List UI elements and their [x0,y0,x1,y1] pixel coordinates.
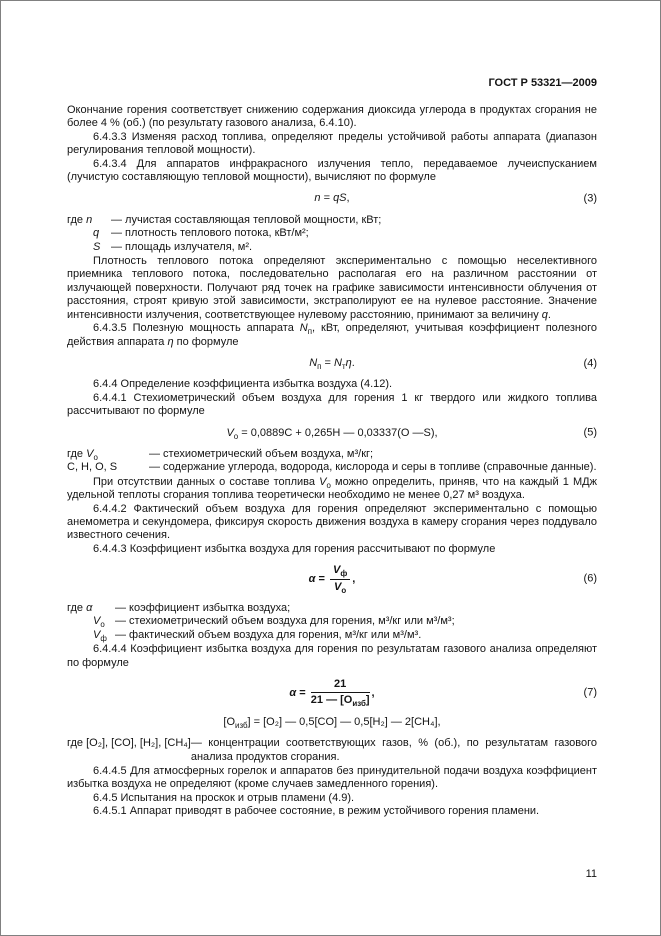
equation-number-3: (3) [583,192,597,205]
paragraph-continuation: Окончание горения соответствует снижению содержания диоксида углерода в продуктах сгорания не более 4 % (об.) (по результату газового анализа, 6.4.10). [67,104,597,130]
formula-7 [289,678,374,708]
paragraph-6443: 6.4.4.3 Коэффициент избытка воздуха для горения рассчитывают по формуле [93,542,496,555]
formula-7-fraction [311,678,370,708]
paragraph-6445: 6.4.4.5 Для атмосферных горелок и аппаратов без принудительной подачи воздуха коэффициент избытка воздуха не определяют (кроме случаев замедленного горения). [67,765,597,791]
formula-7-rhs: , [371,686,375,699]
definition-row [67,461,597,474]
equation-number-6: (6) [583,572,597,585]
fraction-numerator: 21 [311,678,370,693]
oxygen-equation: $[О_{изб}] = [O_2]$ — 0,5[CO] — 0,5[H₂] — 2[CH₄], [223,715,441,731]
definition-text: — коэффициент избытка воздуха; [115,602,291,614]
definition-text: — стехиометрический объем воздуха, м³/кг; [149,447,374,460]
formula-6-fraction [330,564,350,594]
formula-6-row [67,564,597,594]
equation-number-5: (5) [583,426,597,439]
formula-6 [309,564,356,594]
definition-row [67,214,597,227]
paragraph-no-fuel-data: При отсутствии данных о составе топлива $V_о$ можно определить, приняв, что на каждый 1 МДж удельной теплоты сгорания топлива теоретически необходимо не менее 0,27 м³ воздуха. [67,475,597,502]
paragraph-heat-flux: Плотность теплового потока определяют экспериментально с помощью неселективного приемника теплового потока, последовательно располагая его на различном расстоянии от излучающей поверхности. Получают ряд точек на графике зависимости интенсивности облучения от расстояния, строят кривую этой зависимости, экстраполируют ее на нулевое расстояние. Значение интенсивности излучения, соответствующее нулевому расстоянию, принимают за величину q. [67,255,597,321]
definition-list-5 [67,448,597,475]
paragraph-645: 6.4.5 Испытания на проскок и отрыв пламени (4.9). [93,791,355,804]
definition-term: где α [67,602,93,614]
definition-term: $V_о$ [93,615,105,630]
paragraph-6441: 6.4.4.1 Стехиометрический объем воздуха для горения 1 кг твердого или жидкого топлива рассчитывают по формуле [67,391,597,418]
definition-term: где n [67,213,93,226]
formula-5: $V_о = 0,0889С + 0,265Н$ — 0,03337(О —S), [226,426,438,441]
definition-text: — площадь излучателя, м². [111,240,253,253]
formula-3: n = qS, [314,192,350,205]
definition-term: S [93,240,101,253]
definition-list-3 [67,214,597,254]
definition-text: — фактический объем воздуха для горения, м³/кг или м³/м³. [115,628,422,641]
paragraph-6434: 6.4.3.4 Для аппаратов инфракрасного излучения тепло, передаваемое лучеиспусканием (лучистую составляющую тепловой мощности), вычисляют по формуле [67,157,597,184]
paragraph-6435: 6.4.3.5 Полезную мощность аппарата $N_п$, кВт, определяют, учитывая коэффициент полезного действия аппарата η по формуле [67,322,597,348]
equation-number-4: (4) [583,356,597,369]
definition-list-gases [67,737,597,764]
page-number: 11 [585,868,597,880]
definition-row [67,615,597,628]
document-number: ГОСТ Р 53321—2009 [488,77,597,89]
definition-term: $V_ф$ [93,628,107,643]
paragraph-6442: 6.4.4.2 Фактический объем воздуха для горения определяют экспериментально с помощью анемометра и секундомера, фиксируя скорость движения воздуха в камеру сгорания через поддувало известного сечения. [67,502,597,542]
definition-row [67,448,597,461]
definition-row [67,227,597,240]
paragraph-6451: 6.4.5.1 Аппарат приводят в рабочее состояние, в режим устойчивого горения пламени. [93,805,540,818]
formula-6-lhs: α = [308,573,329,585]
equation-number-7: (7) [583,686,597,699]
definition-term: где $V_о$ [67,447,98,463]
definition-text: — плотность теплового потока, кВт/м²; [111,227,309,240]
definition-term: q [93,227,100,240]
fraction-numerator: $V_ф$ [330,564,350,579]
fraction-denominator: 21 — $[О_{изб}]$ [310,694,370,709]
formula-7-row [67,678,597,708]
oxygen-equation-row [67,716,597,729]
formula-6-rhs: , [352,573,356,585]
document-body [67,104,597,819]
definition-row [67,737,597,764]
page-header [67,77,597,90]
definition-term: С, Н, О, S [67,461,118,474]
formula-4: $N_п = N_т\eta$. [309,356,355,372]
definition-text: — стехиометрический объем воздуха для горения, м³/кг или м³/м³; [115,615,455,628]
paragraph-644: 6.4.4 Определение коэффициента избытка воздуха (4.12). [93,378,393,391]
paragraph-6444: 6.4.4.4 Коэффициент избытка воздуха для горения по результатам газового анализа определяют по формуле [67,643,597,669]
page-footer [67,868,597,881]
definition-text: — содержание углерода, водорода, кислорода и серы в топливе (справочные данные). [149,461,597,474]
formula-5-row [67,427,597,440]
formula-3-row [67,192,597,205]
formula-7-lhs: α = [289,686,309,699]
definition-row [67,241,597,254]
definition-row [67,629,597,642]
definition-text: — лучистая составляющая тепловой мощности, кВт; [111,213,382,226]
paragraph-6433: 6.4.3.3 Изменяя расход топлива, определяют пределы устойчивой работы аппарата (диапазон регулирования тепловой мощности). [67,130,597,157]
definition-text: — концентрации соответствующих газов, % (об.), по результатам газового анализа продуктов сгорания. [190,737,597,763]
formula-4-row [67,357,597,370]
definition-term: где [O₂], [CO], [H₂], [CH₄] [67,737,191,750]
fraction-denominator: $V_о$ [334,580,347,595]
definition-row [67,602,597,615]
definition-list-6 [67,602,597,642]
